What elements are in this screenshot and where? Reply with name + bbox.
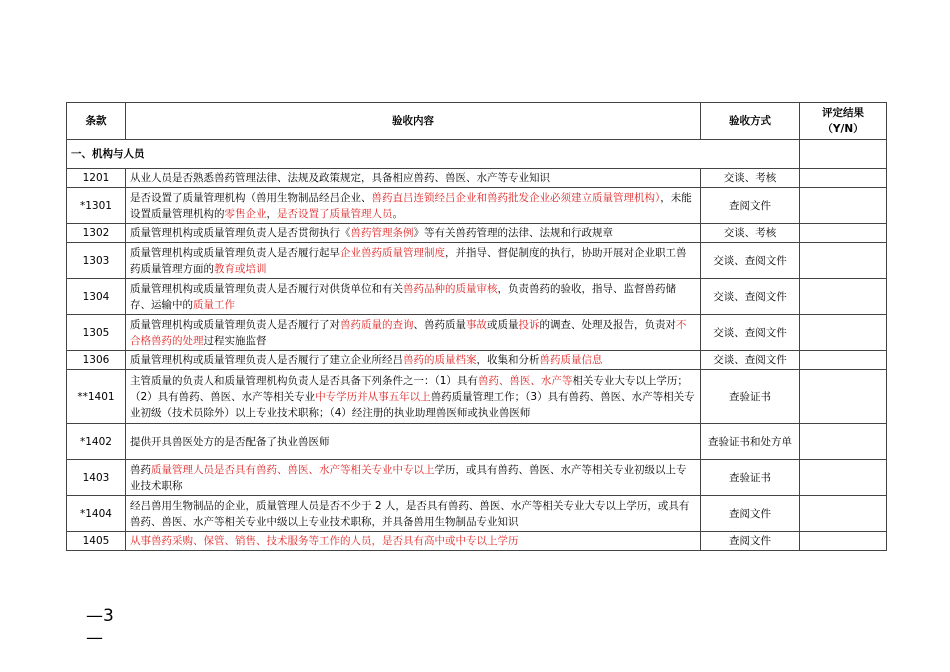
table-row	[67, 243, 887, 279]
table-header-row	[67, 103, 887, 140]
section-row	[67, 140, 887, 169]
highlighted-text: 兽药直吕连锁经吕企业和兽药批发企业必须建立质量管理机构）	[371, 191, 661, 204]
clause-cell: *1402	[67, 424, 126, 460]
header-method: 验收方式	[701, 103, 800, 140]
header-result-line2: （Y/N）	[822, 123, 864, 135]
page-number-line1: —3	[86, 606, 114, 626]
highlighted-text: 中专学历并从事五年以上	[315, 390, 431, 403]
result-cell	[800, 496, 887, 532]
method-cell: 交谈、查阅文件	[701, 243, 800, 279]
header-result	[800, 103, 887, 140]
clause-cell: 1305	[67, 315, 126, 351]
section-title: 一、机构与人员	[67, 140, 800, 169]
clause-cell: 1306	[67, 351, 126, 370]
content-cell	[126, 224, 701, 243]
content-text: 质量管理机构或质量管理负责人是否履行起早	[130, 246, 340, 259]
clause-cell: 1403	[67, 460, 126, 496]
table-row	[67, 424, 887, 460]
highlighted-text: 兽药的质量档案	[403, 354, 477, 366]
content-cell	[126, 169, 701, 188]
content-text: ，并指导、督促制度的执行，协助开展对企业职工兽药质量管理方面的	[130, 246, 687, 275]
result-cell	[800, 315, 887, 351]
table-row	[67, 224, 887, 243]
table-row	[67, 351, 887, 370]
highlighted-text: 事故	[466, 318, 487, 331]
content-cell	[126, 315, 701, 351]
method-cell: 查阅文件	[701, 532, 800, 551]
content-text: 、兽药质量	[413, 318, 466, 331]
result-cell	[800, 188, 887, 224]
content-text: 兽药	[130, 463, 151, 476]
content-text: 过程实施监督	[203, 334, 267, 347]
table-row	[67, 460, 887, 496]
content-cell	[126, 243, 701, 279]
result-cell	[800, 169, 887, 188]
highlighted-text: 是否设置了质量管理人员	[277, 207, 393, 220]
table-row	[67, 169, 887, 188]
clause-cell: 1201	[67, 169, 126, 188]
content-text: 的调查、处理及报告，负责对	[539, 318, 676, 331]
content-cell	[126, 351, 701, 370]
content-text: 经吕兽用生物制品的企业，质量管理人员是否不少于 2 人，是否具有兽药、兽医、水产等相关专业大专以上学历，或具有兽药、兽医、水产等相关专业中级以上专业技术职称，并具备兽用生物制品专业知识	[130, 499, 690, 528]
content-text: 质量管理机构或质量管理负责人是否履行了对	[130, 318, 340, 331]
method-cell: 交谈、查阅文件	[701, 279, 800, 315]
content-cell	[126, 279, 701, 315]
result-cell	[800, 224, 887, 243]
table-row	[67, 315, 887, 351]
table-row	[67, 532, 887, 551]
section-result-cell	[800, 140, 887, 169]
acceptance-table	[66, 102, 887, 551]
content-text: 质量管理机构或质量管理负责人是否履行对供货单位和有关	[130, 282, 403, 295]
content-text: 。	[392, 207, 403, 220]
highlighted-text: 企业兽药质量管理制度	[340, 246, 445, 259]
result-cell	[800, 532, 887, 551]
result-cell	[800, 424, 887, 460]
content-cell	[126, 496, 701, 532]
header-content: 验收内容	[126, 103, 701, 140]
result-cell	[800, 460, 887, 496]
result-cell	[800, 243, 887, 279]
content-text: 质量管理机构或质量管理负责人是否履行了建立企业所经吕	[130, 354, 403, 366]
method-cell: 查验证书	[701, 370, 800, 424]
method-cell: 查阅文件	[701, 188, 800, 224]
table-row	[67, 188, 887, 224]
content-cell	[126, 460, 701, 496]
highlighted-text: 从事兽药采购、保管、销售、技术服务等工作的人员，是否具有高中或中专以上学历	[130, 535, 519, 547]
content-text: 是否设置了质量管理机构（兽用生物制品经吕企业、	[130, 191, 372, 204]
result-cell	[800, 370, 887, 424]
highlighted-text: 质量工作	[193, 298, 235, 311]
content-cell	[126, 370, 701, 424]
clause-cell: *1301	[67, 188, 126, 224]
highlighted-text: 质量管理人员是否具有兽药、兽医、水产等相关专业中专以上	[151, 463, 435, 476]
content-text: 学历，或具有兽药、兽医、水产等相关专业初级以上专业技术职称	[130, 463, 687, 492]
result-cell	[800, 351, 887, 370]
method-cell: 交谈、查阅文件	[701, 351, 800, 370]
content-text: 》等有关兽药管理的法律、法规和行政规章	[413, 227, 613, 239]
page-number-line2: —	[86, 628, 103, 648]
table-row	[67, 370, 887, 424]
content-cell	[126, 424, 701, 460]
table-row	[67, 279, 887, 315]
result-cell	[800, 279, 887, 315]
highlighted-text: 兽药品种的质量审核	[403, 282, 498, 295]
highlighted-text: 兽药、兽医、水产等	[477, 374, 573, 387]
content-cell	[126, 532, 701, 551]
method-cell: 查验证书和处方单	[701, 424, 800, 460]
clause-cell: 1303	[67, 243, 126, 279]
method-cell: 交谈、考核	[701, 224, 800, 243]
highlighted-text: 兽药质量信息	[539, 354, 603, 366]
method-cell: 交谈、查阅文件	[701, 315, 800, 351]
highlighted-text: 兽药管理条例	[350, 227, 414, 239]
clause-cell: **1401	[67, 370, 126, 424]
content-text: ，	[266, 207, 277, 220]
content-text: 提供开具兽医处方的是否配备了执业兽医师	[130, 435, 330, 448]
content-text: ，负责兽药的验收，指导、监督兽药储存、运输中的	[130, 282, 676, 311]
header-result-line1: 评定结果	[822, 107, 864, 119]
content-text: 从业人员是否熟悉兽药管理法律、法规及政策规定，具备相应兽药、兽医、水产等专业知识	[130, 172, 550, 184]
header-clause: 条款	[67, 103, 126, 140]
highlighted-text: 零售企业	[224, 207, 267, 220]
content-text: 质量管理机构或质量管理负责人是否贯彻执行《	[130, 227, 351, 239]
table-row	[67, 496, 887, 532]
content-text: 相关专业大专以上学历；（2）具有兽药、兽医、水产等相关专业	[130, 374, 688, 403]
content-cell	[126, 188, 701, 224]
content-text: 或质量	[487, 318, 519, 331]
highlighted-text: 兽药质量的查询	[340, 318, 414, 331]
method-cell: 查验证书	[701, 460, 800, 496]
clause-cell: 1302	[67, 224, 126, 243]
method-cell: 交谈、考核	[701, 169, 800, 188]
content-text: ，未能设置质量管理机构的	[130, 191, 692, 220]
method-cell: 查阅文件	[701, 496, 800, 532]
content-text: ，收集和分析	[476, 354, 540, 366]
content-text: 兽药质量管理工作；（3）具有兽药、兽医、水产等相关专业初级（技术员除外）以上专业技术职称；（4）经注册的执业助理兽医师或执业兽医师	[130, 390, 695, 419]
content-text: 主管质量的负责人和质量管理机构负责人是否具备下列条件之一：（1）具有	[130, 374, 478, 387]
clause-cell: *1404	[67, 496, 126, 532]
highlighted-text: 投诉	[518, 318, 540, 331]
clause-cell: 1405	[67, 532, 126, 551]
clause-cell: 1304	[67, 279, 126, 315]
page-number	[86, 606, 114, 648]
highlighted-text: 教育或培训	[214, 262, 267, 275]
highlighted-text: 不合格兽药的处理	[130, 318, 687, 347]
